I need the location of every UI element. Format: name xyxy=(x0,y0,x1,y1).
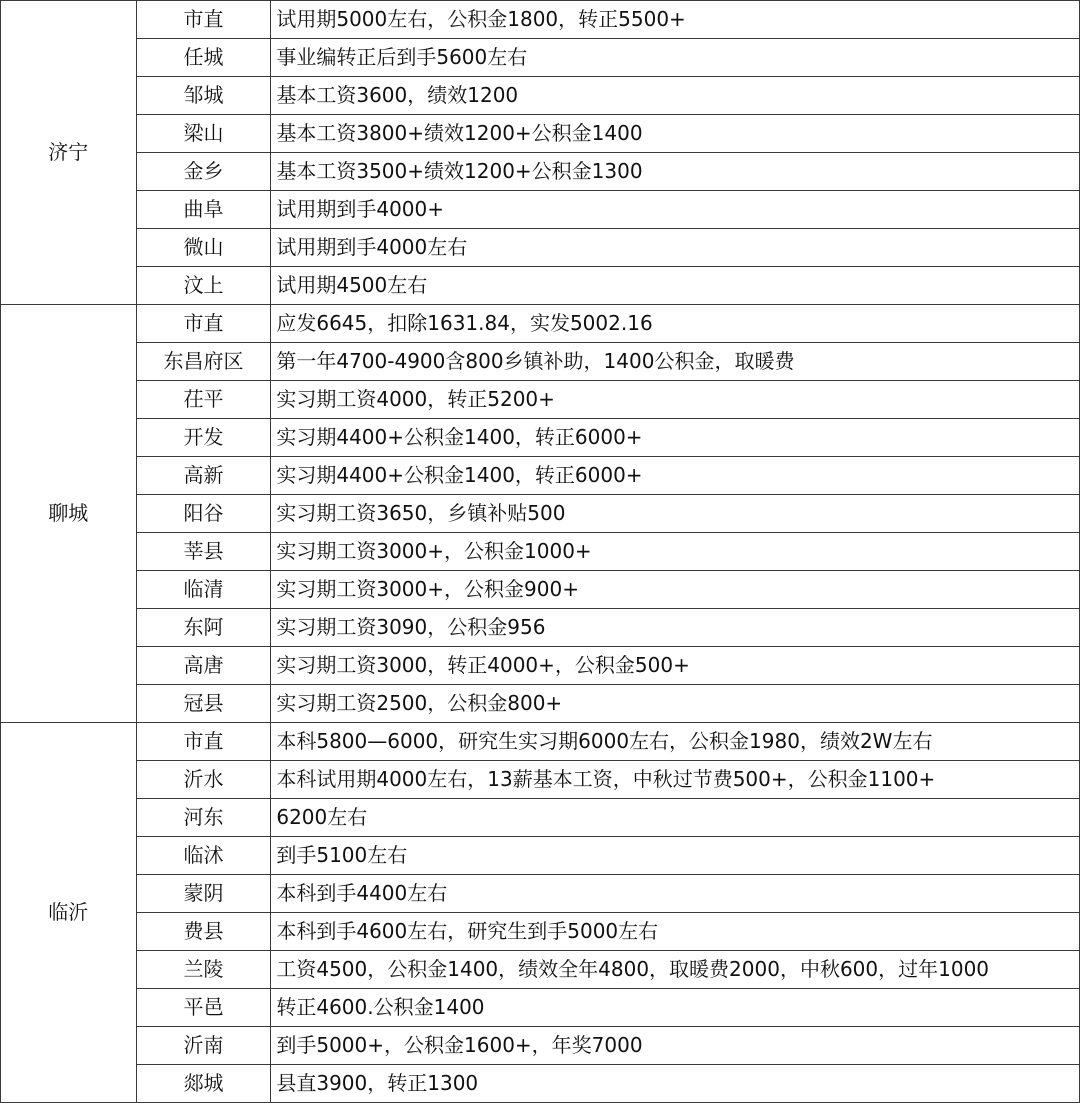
table-row xyxy=(1,989,1080,1027)
table-row xyxy=(1,343,1080,381)
table-row xyxy=(1,495,1080,533)
table-row xyxy=(1,723,1080,761)
district-cell: 梁山 xyxy=(136,115,271,153)
city-cell: 临沂 xyxy=(1,723,137,1103)
district-cell: 高唐 xyxy=(136,647,271,685)
salary-detail-cell: 县直3900，转正1300 xyxy=(271,1065,1080,1103)
district-cell: 河东 xyxy=(136,799,271,837)
table-row xyxy=(1,77,1080,115)
table-row xyxy=(1,571,1080,609)
salary-detail-cell: 基本工资3500+绩效1200+公积金1300 xyxy=(271,153,1080,191)
table-row xyxy=(1,191,1080,229)
district-cell: 开发 xyxy=(136,419,271,457)
salary-detail-cell: 本科到手4400左右 xyxy=(271,875,1080,913)
salary-detail-cell: 实习期4400+公积金1400，转正6000+ xyxy=(271,419,1080,457)
table-row xyxy=(1,39,1080,77)
district-cell: 任城 xyxy=(136,39,271,77)
salary-detail-cell: 到手5000+，公积金1600+，年奖7000 xyxy=(271,1027,1080,1065)
district-cell: 兰陵 xyxy=(136,951,271,989)
district-cell: 莘县 xyxy=(136,533,271,571)
table-row xyxy=(1,457,1080,495)
table-row xyxy=(1,1,1080,39)
district-cell: 费县 xyxy=(136,913,271,951)
district-cell: 临清 xyxy=(136,571,271,609)
salary-detail-cell: 试用期4500左右 xyxy=(271,267,1080,305)
salary-detail-cell: 实习期工资3000+，公积金1000+ xyxy=(271,533,1080,571)
district-cell: 汶上 xyxy=(136,267,271,305)
table-row xyxy=(1,951,1080,989)
table-row xyxy=(1,913,1080,951)
table-row xyxy=(1,609,1080,647)
district-cell: 冠县 xyxy=(136,685,271,723)
salary-table-body xyxy=(1,1,1080,1103)
district-cell: 茌平 xyxy=(136,381,271,419)
district-cell: 金乡 xyxy=(136,153,271,191)
district-cell: 东阿 xyxy=(136,609,271,647)
salary-detail-cell: 实习期工资2500，公积金800+ xyxy=(271,685,1080,723)
district-cell: 微山 xyxy=(136,229,271,267)
salary-detail-cell: 基本工资3600，绩效1200 xyxy=(271,77,1080,115)
salary-detail-cell: 实习期4400+公积金1400，转正6000+ xyxy=(271,457,1080,495)
salary-detail-cell: 工资4500，公积金1400，绩效全年4800，取暖费2000，中秋600，过年1000 xyxy=(271,951,1080,989)
salary-detail-cell: 试用期到手4000+ xyxy=(271,191,1080,229)
salary-detail-cell: 实习期工资3000，转正4000+，公积金500+ xyxy=(271,647,1080,685)
district-cell: 阳谷 xyxy=(136,495,271,533)
salary-detail-cell: 本科到手4600左右，研究生到手5000左右 xyxy=(271,913,1080,951)
table-row xyxy=(1,761,1080,799)
salary-detail-cell: 本科5800—6000，研究生实习期6000左右，公积金1980，绩效2W左右 xyxy=(271,723,1080,761)
salary-detail-cell: 实习期工资3090，公积金956 xyxy=(271,609,1080,647)
district-cell: 蒙阴 xyxy=(136,875,271,913)
table-row xyxy=(1,647,1080,685)
district-cell: 沂南 xyxy=(136,1027,271,1065)
table-row xyxy=(1,267,1080,305)
table-row xyxy=(1,875,1080,913)
table-row xyxy=(1,305,1080,343)
salary-detail-cell: 试用期5000左右，公积金1800，转正5500+ xyxy=(271,1,1080,39)
table-row xyxy=(1,381,1080,419)
salary-detail-cell: 实习期工资3000+，公积金900+ xyxy=(271,571,1080,609)
table-row xyxy=(1,685,1080,723)
district-cell: 邹城 xyxy=(136,77,271,115)
district-cell: 郯城 xyxy=(136,1065,271,1103)
district-cell: 东昌府区 xyxy=(136,343,271,381)
table-row xyxy=(1,1027,1080,1065)
district-cell: 曲阜 xyxy=(136,191,271,229)
district-cell: 临沭 xyxy=(136,837,271,875)
salary-detail-cell: 第一年4700-4900含800乡镇补助，1400公积金，取暖费 xyxy=(271,343,1080,381)
city-cell: 聊城 xyxy=(1,305,137,723)
salary-detail-cell: 6200左右 xyxy=(271,799,1080,837)
table-row xyxy=(1,837,1080,875)
city-cell: 济宁 xyxy=(1,1,137,305)
table-row xyxy=(1,153,1080,191)
table-row xyxy=(1,1065,1080,1103)
salary-detail-cell: 到手5100左右 xyxy=(271,837,1080,875)
district-cell: 市直 xyxy=(136,1,271,39)
district-cell: 市直 xyxy=(136,305,271,343)
salary-detail-cell: 转正4600.公积金1400 xyxy=(271,989,1080,1027)
salary-detail-cell: 试用期到手4000左右 xyxy=(271,229,1080,267)
salary-detail-cell: 事业编转正后到手5600左右 xyxy=(271,39,1080,77)
district-cell: 平邑 xyxy=(136,989,271,1027)
salary-detail-cell: 实习期工资4000，转正5200+ xyxy=(271,381,1080,419)
table-row xyxy=(1,533,1080,571)
district-cell: 沂水 xyxy=(136,761,271,799)
table-row xyxy=(1,115,1080,153)
table-row xyxy=(1,419,1080,457)
district-cell: 高新 xyxy=(136,457,271,495)
salary-detail-cell: 本科试用期4000左右，13薪基本工资，中秋过节费500+，公积金1100+ xyxy=(271,761,1080,799)
district-cell: 市直 xyxy=(136,723,271,761)
table-row xyxy=(1,229,1080,267)
salary-detail-cell: 基本工资3800+绩效1200+公积金1400 xyxy=(271,115,1080,153)
salary-detail-cell: 实习期工资3650，乡镇补贴500 xyxy=(271,495,1080,533)
table-row xyxy=(1,799,1080,837)
salary-detail-cell: 应发6645，扣除1631.84，实发5002.16 xyxy=(271,305,1080,343)
